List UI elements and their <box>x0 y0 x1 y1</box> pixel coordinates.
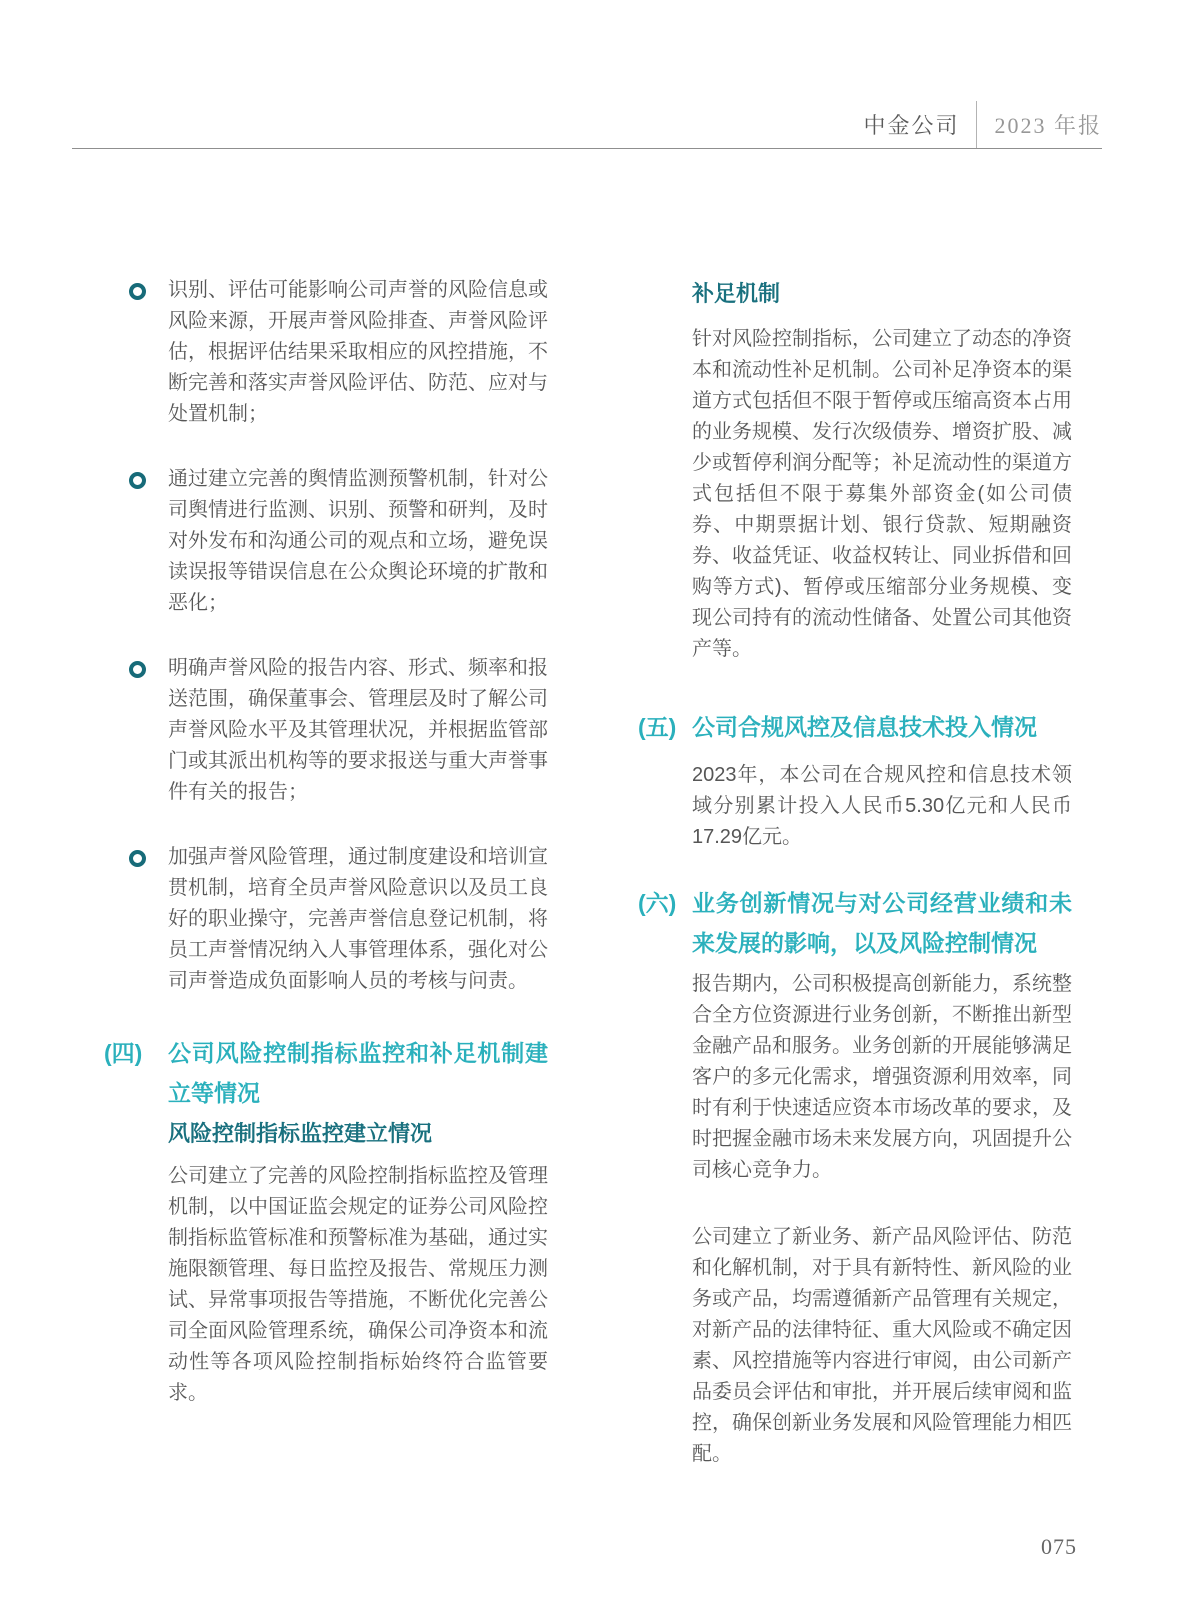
right-column <box>638 261 1072 1470</box>
header-rule <box>72 148 1102 149</box>
paragraph: 公司建立了完善的风险控制指标监控及管理机制，以中国证监会规定的证券公司风险控制指标监管标准和预警标准为基础，通过实施限额管理、每日监控及报告、常规压力测试、异常事项报告等措施，不断优化完善公司全面风险管理系统，确保公司净资本和流动性等各项风险控制指标始终符合监管要求。 <box>168 1165 548 1404</box>
subsection-heading: 风险控制指标监控建立情况 <box>168 1121 433 1146</box>
section-title: 公司风险控制指标监控和补足机制建立等情况 <box>168 1040 548 1106</box>
header-company-name: 中金公司 <box>863 113 960 138</box>
list-item <box>104 653 548 808</box>
list-item <box>104 842 548 997</box>
section-title: 业务创新情况与对公司经营业绩和未来发展的影响，以及风险控制情况 <box>692 890 1072 956</box>
left-column <box>104 261 548 1409</box>
section-heading-four <box>104 1033 548 1113</box>
section-number: (六) <box>638 890 677 916</box>
ring-bullet-icon <box>129 283 146 300</box>
paragraph: 针对风险控制指标，公司建立了动态的净资本和流动性补足机制。公司补足净资本的渠道方式包括但不限于暂停或压缩高资本占用的业务规模、发行次级债券、增资扩股、减少或暂停利润分配等；补足流动性的渠道方式包括但不限于募集外部资金(如公司债券、中期票据计划、银行贷款、短期融资券、收益凭证、收益权转让、同业拆借和回购等方式)、暂停或压缩部分业务规模、变现公司持有的流动性储备、处置公司其他资产等。 <box>692 328 1072 660</box>
section-heading-six <box>638 883 1072 963</box>
bullet-text: 通过建立完善的舆情监测预警机制，针对公司舆情进行监测、识别、预警和研判，及时对外发布和沟通公司的观点和立场，避免误读误报等错误信息在公众舆论环境的扩散和恶化； <box>168 468 548 614</box>
bullet-text: 明确声誉风险的报告内容、形式、频率和报送范围，确保董事会、管理层及时了解公司声誉风险水平及其管理状况，并根据监管部门或其派出机构等的要求报送与重大声誉事件有关的报告； <box>168 657 548 803</box>
section-number: (四) <box>104 1040 143 1066</box>
paragraph: 2023年，本公司在合规风控和信息技术领域分别累计投入人民币5.30亿元和人民币17.29亿元。 <box>692 764 1072 848</box>
section-number: (五) <box>638 714 677 740</box>
bullet-text: 识别、评估可能影响公司声誉的风险信息或风险来源，开展声誉风险排查、声誉风险评估，根据评估结果采取相应的风控措施，不断完善和落实声誉风险评估、防范、应对与处置机制； <box>168 279 548 425</box>
page-header <box>863 101 1102 148</box>
bullet-list <box>104 261 548 997</box>
ring-bullet-icon <box>129 472 146 489</box>
ring-bullet-icon <box>129 661 146 678</box>
paragraph: 报告期内，公司积极提高创新能力，系统整合全方位资源进行业务创新，不断推出新型金融产品和服务。业务创新的开展能够满足客户的多元化需求，增强资源利用效率，同时有利于快速适应资本市场改革的要求，及时把握金融市场未来发展方向，巩固提升公司核心竞争力。 <box>692 973 1072 1181</box>
ring-bullet-icon <box>129 850 146 867</box>
subsection-heading: 补足机制 <box>692 281 781 306</box>
paragraph: 公司建立了新业务、新产品风险评估、防范和化解机制，对于具有新特性、新风险的业务或产品，均需遵循新产品管理有关规定，对新产品的法律特征、重大风险或不确定因素、风控措施等内容进行审阅，由公司新产品委员会评估和审批，并开展后续审阅和监控，确保创新业务发展和风险管理能力相匹配。 <box>692 1226 1072 1465</box>
bullet-text: 加强声誉风险管理，通过制度建设和培训宣贯机制，培育全员声誉风险意识以及员工良好的职业操守，完善声誉信息登记机制，将员工声誉情况纳入人事管理体系，强化对公司声誉造成负面影响人员的考核与问责。 <box>168 846 548 992</box>
list-item <box>104 464 548 619</box>
list-item <box>104 275 548 430</box>
section-title: 公司合规风控及信息技术投入情况 <box>692 714 1037 740</box>
page-number: 075 <box>1041 1534 1077 1559</box>
section-heading-five <box>638 707 1072 747</box>
header-report-title: 2023 年报 <box>994 113 1102 138</box>
